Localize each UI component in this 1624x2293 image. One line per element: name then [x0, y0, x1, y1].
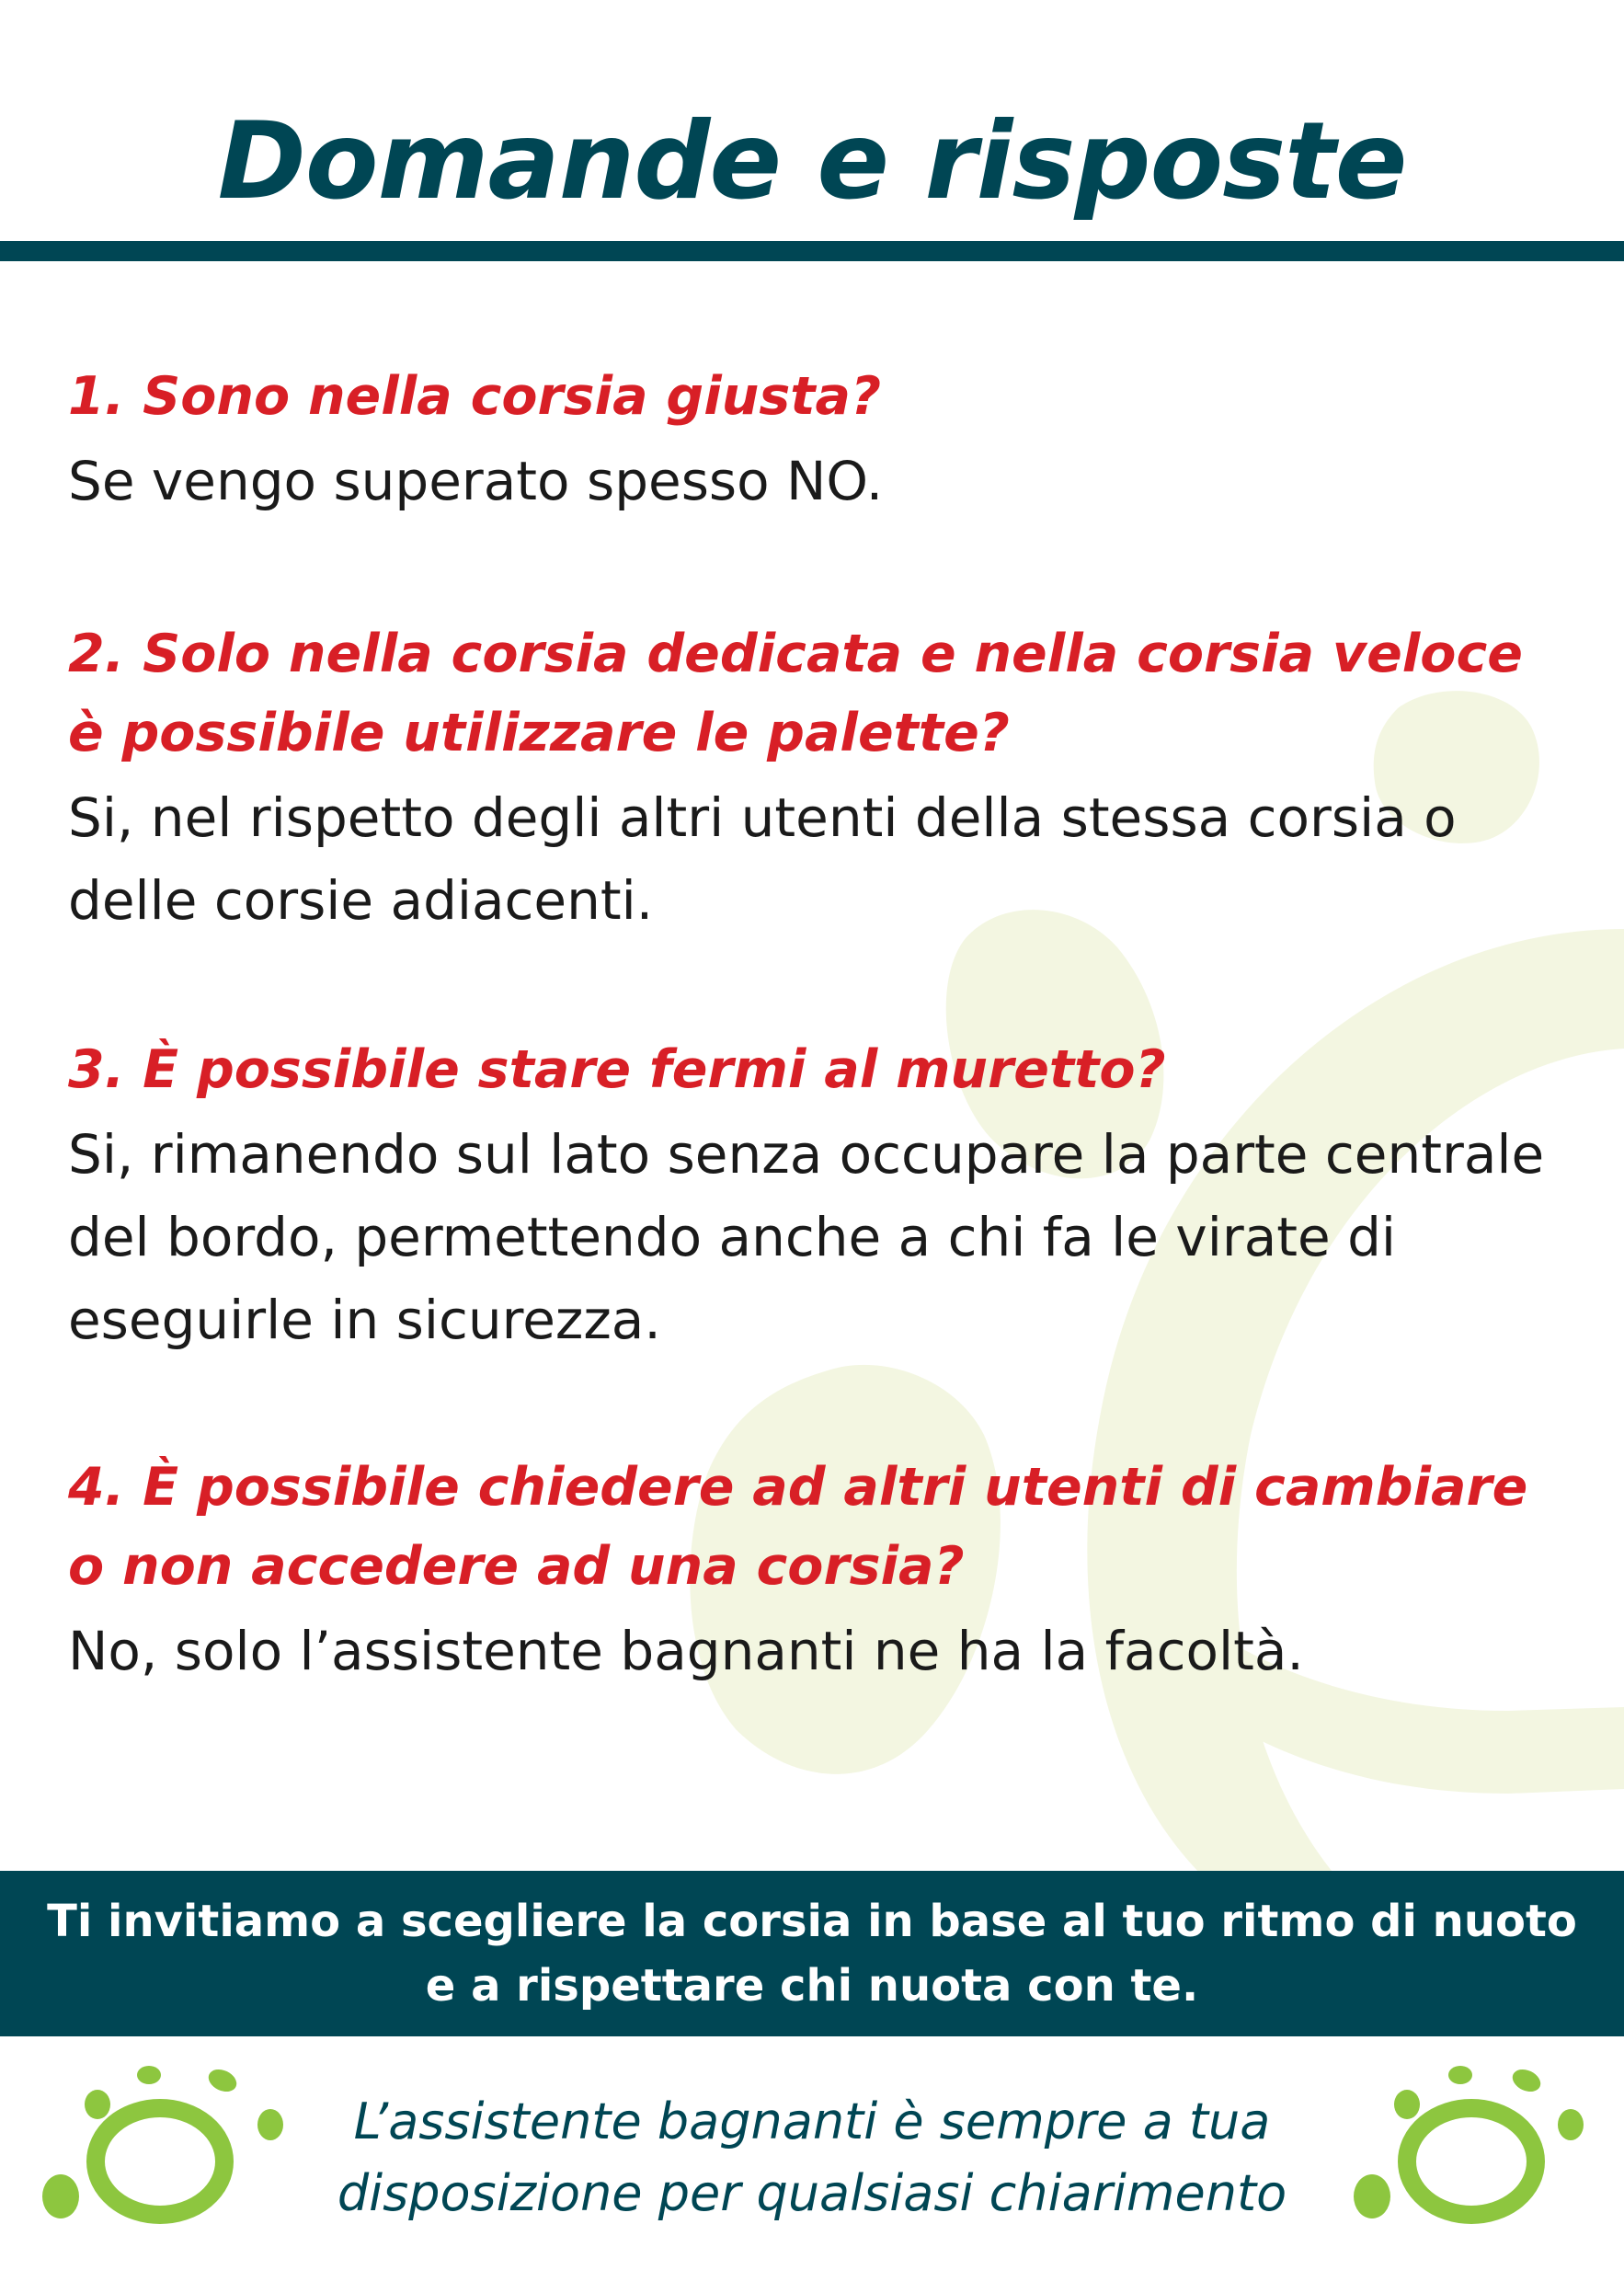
banner-line-1: Ti invitiamo a scegliere la corsia in base al tuo ritmo di nuoto	[47, 1896, 1577, 1947]
faq-item-1	[68, 357, 1576, 522]
footer-line-1: L’assistente bagnanti è sempre a tua	[353, 2092, 1271, 2150]
faq-question: 1. Sono nella corsia giusta?	[68, 366, 882, 427]
faq-question: 3. È possibile stare fermi al muretto?	[68, 1039, 1166, 1100]
footer-line-2: disposizione per qualsiasi chiarimento	[337, 2164, 1287, 2222]
faq-answer: Si, rimanendo sul lato senza occupare la parte centrale del bordo, permettendo anche a chi fa le virate di eseguirle in sicurezza.	[68, 1123, 1545, 1351]
page-title: Domande e risposte	[217, 99, 1407, 224]
banner-line-2: e a rispettare chi nuota con te.	[425, 1960, 1199, 2012]
faq-answer: Si, nel rispetto degli altri utenti della stessa corsia o delle corsie adiacenti.	[68, 786, 1457, 932]
faq-answer: No, solo l’assistente bagnanti ne ha la facoltà.	[68, 1620, 1304, 1682]
faq-item-4	[68, 1448, 1576, 1692]
banner-text	[30, 1889, 1594, 2018]
title-divider	[0, 241, 1624, 261]
faq-question: 2. Solo nella corsia dedicata e nella corsia veloce è possibile utilizzare le palette?	[68, 624, 1523, 763]
faq-item-2	[68, 614, 1576, 942]
faq-item-3	[68, 1030, 1576, 1361]
footprint-icon	[1333, 2060, 1591, 2226]
footer-note	[276, 2086, 1348, 2230]
footprint-icon	[40, 2060, 298, 2226]
faq-answer: Se vengo superato spesso NO.	[68, 450, 884, 512]
info-banner	[0, 1871, 1624, 2036]
faq-question: 4. È possibile chiedere ad altri utenti di cambiare o non accedere ad una corsia?	[68, 1457, 1528, 1597]
